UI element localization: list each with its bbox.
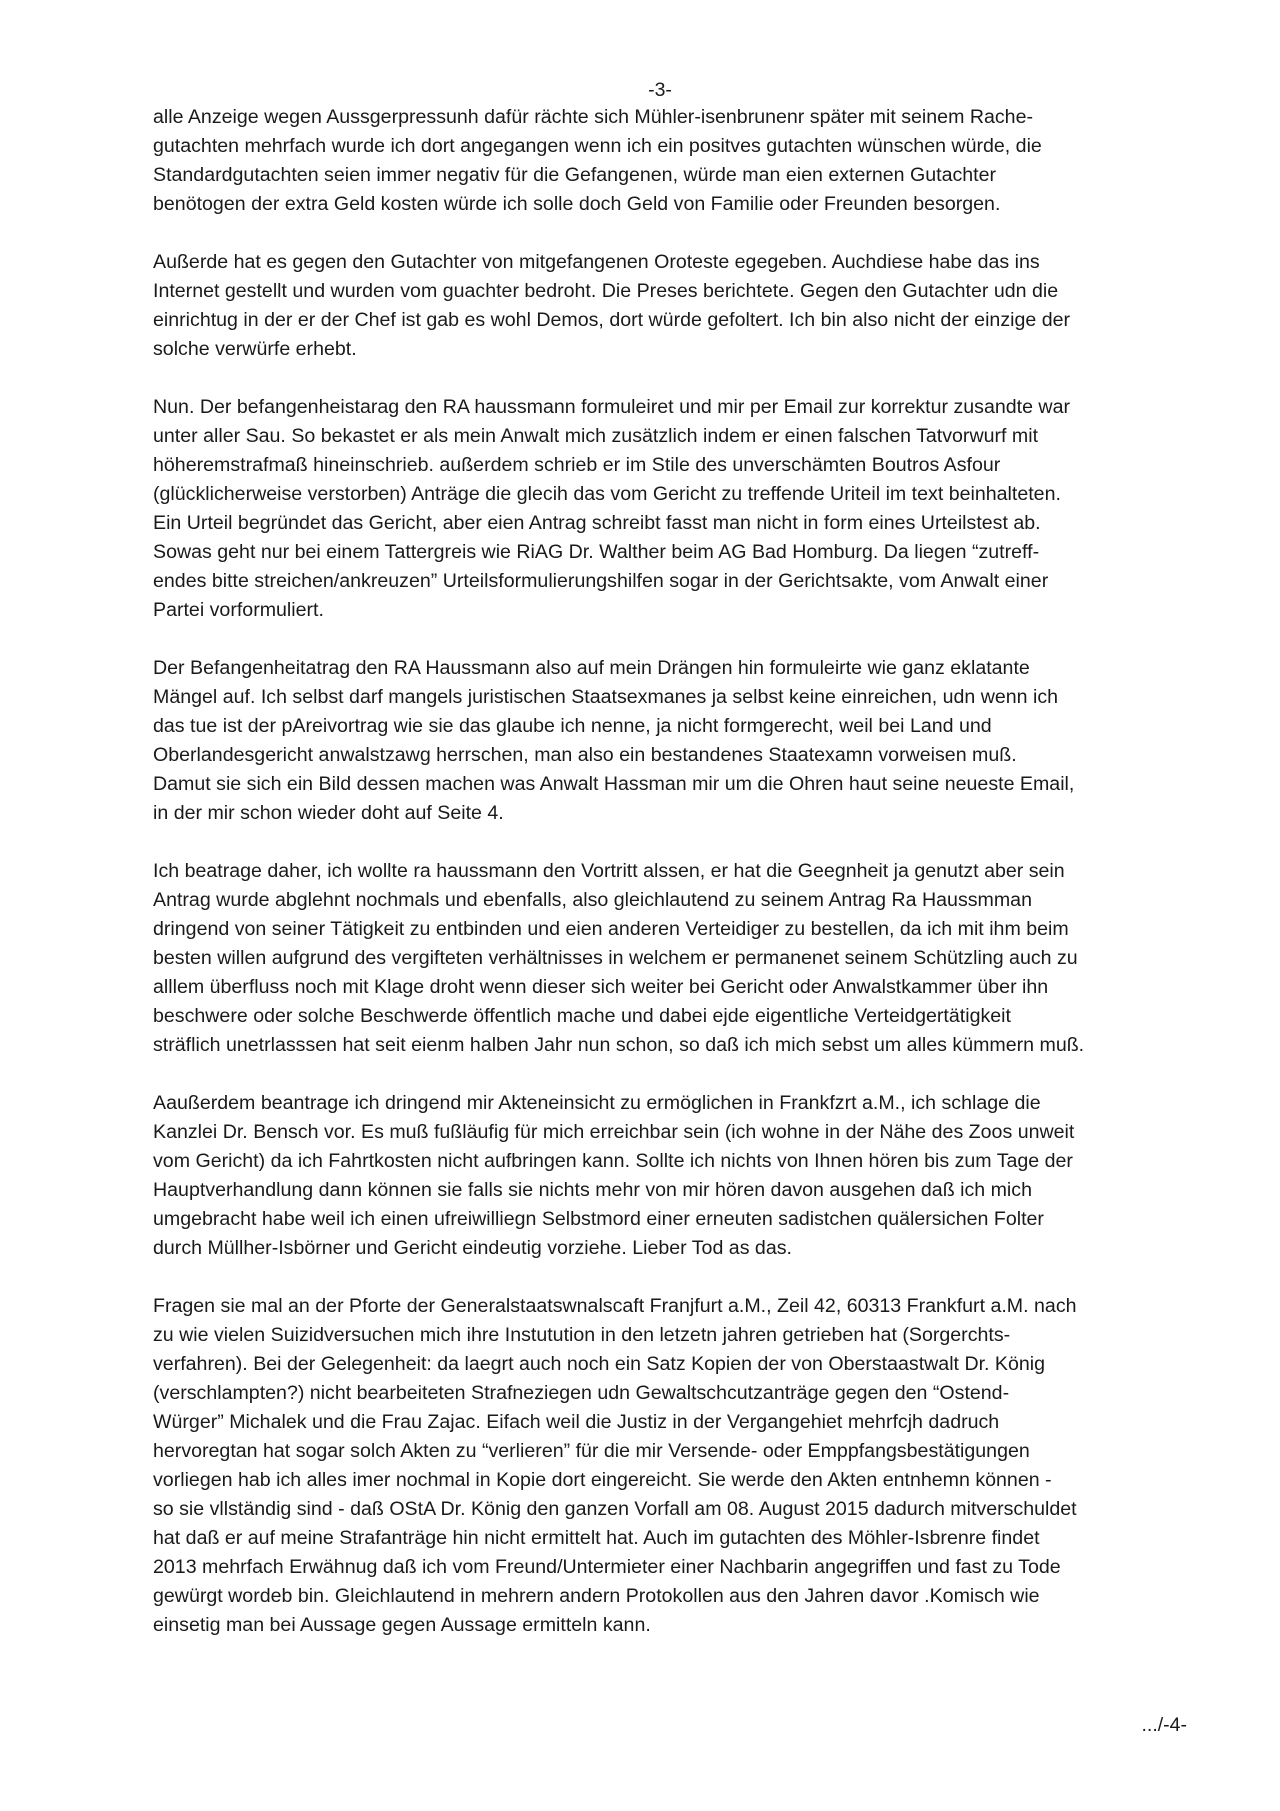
text-line: in der mir schon wieder doht auf Seite 4.	[153, 802, 504, 824]
paragraph	[153, 857, 1183, 1060]
text-line: Antrag wurde abglehnt nochmals und ebenfalls, also gleichlautend zu seinem Antrag Ra Haussmman	[153, 889, 1032, 911]
paragraph	[153, 103, 1183, 219]
text-line: Standardgutachten seien immer negativ für die Gefangenen, würde man eien externen Gutachter	[153, 164, 997, 186]
text-line: vom Gericht) da ich Fahrtkosten nicht aufbringen kann. Sollte ich nichts von Ihnen hören bis zum Tage der	[153, 1150, 1073, 1172]
text-line: (verschlampten?) nicht bearbeiteten Strafneziegen udn Gewaltschcutzanträge gegen den “Ostend-	[153, 1382, 1010, 1404]
text-line: dringend von seiner Tätigkeit zu entbinden und eien anderen Verteidiger zu bestellen, da ich mit ihm beim	[153, 918, 1069, 940]
text-line: sträflich unetrlasssen hat seit eienm halben Jahr nun schon, so daß ich mich sebst um alles kümmern muß.	[153, 1034, 1085, 1056]
paragraph	[153, 654, 1183, 828]
text-line: Hauptverhandlung dann können sie falls sie nichts mehr von mir hören davon ausgehen daß ich mich	[153, 1179, 1032, 1201]
text-line: vorliegen hab ich alles imer nochmal in Kopie dort eingereicht. Sie werde den Akten entnhemn können -	[153, 1469, 1052, 1491]
text-line: Außerde hat es gegen den Gutachter von mitgefangenen Oroteste egegeben. Auchdiese habe das ins	[153, 251, 1040, 273]
text-line: Sowas geht nur bei einem Tattergreis wie RiAG Dr. Walther beim AG Bad Homburg. Da liegen “zutreff-	[153, 541, 1040, 563]
text-line: hat daß er auf meine Strafanträge hin nicht ermittelt hat. Auch im gutachten des Möhler-Isbrenre findet	[153, 1527, 1040, 1549]
text-line: gewürgt wordeb bin. Gleichlautend in mehrern andern Protokollen aus den Jahren davor .Komisch wie	[153, 1585, 1040, 1607]
text-line: endes bitte streichen/ankreuzen” Urteilsformulierungshilfen sogar in der Gerichtsakte, vom Anwalt einer	[153, 570, 1049, 592]
text-line: einsetig man bei Aussage gegen Aussage ermitteln kann.	[153, 1614, 651, 1636]
text-line: verfahren). Bei der Gelegenheit: da laegrt auch noch ein Satz Kopien der von Oberstaastwalt Dr. König	[153, 1353, 1046, 1375]
text-line: (glücklicherweise verstorben) Anträge die glecih das vom Gericht zu treffende Uriteil im text beinhalteten.	[153, 483, 1061, 505]
text-line: Internet gestellt und wurden vom guachter bedroht. Die Preses berichtete. Gegen den Gutachter udn die	[153, 280, 1059, 302]
text-line: unter aller Sau. So bekastet er als mein Anwalt mich zusätzlich indem er einen falschen Tatvorwurf mit	[153, 425, 1039, 447]
text-line: Ich beatrage daher, ich wollte ra haussmann den Vortritt alssen, er hat die Geegnheit ja genutzt aber sein	[153, 860, 1065, 882]
text-line: Würger” Michalek und die Frau Zajac. Eifach weil die Justiz in der Vergangehiet mehrfcjh dadruch	[153, 1411, 1000, 1433]
text-line: Aaußerdem beantrage ich dringend mir Akteneinsicht zu ermöglichen in Frankfzrt a.M., ich schlage die	[153, 1092, 1041, 1114]
text-line: Mängel auf. Ich selbst darf mangels juristischen Staatsexmanes ja selbst keine einreichen, udn wenn ich	[153, 686, 1059, 708]
text-line: so sie vllständig sind - daß OStA Dr. König den ganzen Vorfall am 08. August 2015 dadurch mitverschuldet	[153, 1498, 1077, 1520]
text-line: das tue ist der pAreivortrag wie sie das glaube ich nenne, ja nicht formgerecht, weil bei Land und	[153, 715, 992, 737]
paragraph	[153, 1089, 1183, 1263]
text-line: hervoregtan hat sogar solch Akten zu “verlieren” für die mir Versende- oder Emppfangsbestätigungen	[153, 1440, 1030, 1462]
text-line: besten willen aufgrund des vergifteten verhältnisses in welchem er permanenet seinem Schützling auch zu	[153, 947, 1078, 969]
text-line: Damut sie sich ein Bild dessen machen was Anwalt Hassman mir um die Ohren haut seine neueste Email,	[153, 773, 1075, 795]
text-line: höheremstrafmaß hineinschrieb. außerdem schrieb er im Stile des unverschämten Boutros Asfour	[153, 454, 1001, 476]
text-line: Kanzlei Dr. Bensch vor. Es muß fußläufig für mich erreichbar sein (ich wohne in der Nähe des Zoos unweit	[153, 1121, 1075, 1143]
paragraph	[153, 1292, 1183, 1640]
text-line: 2013 mehrfach Erwähnug daß ich vom Freund/Untermieter einer Nachbarin angegriffen und fast zu Tode	[153, 1556, 1061, 1578]
text-line: Ein Urteil begründet das Gericht, aber eien Antrag schreibt fasst man nicht in form eines Urteilstest ab.	[153, 512, 1041, 534]
document-body	[153, 103, 1183, 1669]
text-line: benötogen der extra Geld kosten würde ich solle doch Geld von Familie oder Freunden besorgen.	[153, 193, 1001, 215]
text-line: Partei vorformuliert.	[153, 599, 324, 621]
text-line: zu wie vielen Suizidversuchen mich ihre Instutution in den letzetn jahren getrieben hat (Sorgerchts-	[153, 1324, 1011, 1346]
text-line: umgebracht habe weil ich einen ufreiwilliegn Selbstmord einer erneuten sadistchen quälersichen Folter	[153, 1208, 1044, 1230]
text-line: Der Befangenheitatrag den RA Haussmann also auf mein Drängen hin formuleirte wie ganz eklatante	[153, 657, 1030, 679]
text-line: Nun. Der befangenheistarag den RA haussmann formuleiret und mir per Email zur korrektur zusandte war	[153, 396, 1071, 418]
paragraph	[153, 248, 1183, 364]
text-line: solche verwürfe erhebt.	[153, 338, 357, 360]
text-line: durch Müllher-Isbörner und Gericht eindeutig vorziehe. Lieber Tod as das.	[153, 1237, 792, 1259]
text-line: alllem überfluss noch mit Klage droht wenn dieser sich weiter bei Gericht oder Anwalstkammer über ihn	[153, 976, 1049, 998]
text-line: Oberlandesgericht anwalstzawg herrschen, man also ein bestandenes Staatexamn vorweisen muß.	[153, 744, 1017, 766]
text-line: gutachten mehrfach wurde ich dort angegangen wenn ich ein positves gutachten wünschen würde, die	[153, 135, 1042, 157]
text-line: beschwere oder solche Beschwerde öffentlich mache und dabei ejde eigentliche Verteidgertätigkeit	[153, 1005, 1011, 1027]
text-line: alle Anzeige wegen Aussgerpressunh dafür rächte sich Mühler-isenbrunenr später mit seinem Rache-	[153, 106, 1034, 128]
text-line: Fragen sie mal an der Pforte der Generalstaatswnalscaft Franjfurt a.M., Zeil 42, 60313 Frankfurt a.M. nach	[153, 1295, 1077, 1317]
page-number: -3-	[648, 79, 672, 101]
text-line: einrichtug in der er der Chef ist gab es wohl Demos, dort würde gefoltert. Ich bin also nicht der einzige der	[153, 309, 1071, 331]
paragraph	[153, 393, 1183, 625]
page-continuation-marker: .../-4-	[1141, 1714, 1187, 1736]
